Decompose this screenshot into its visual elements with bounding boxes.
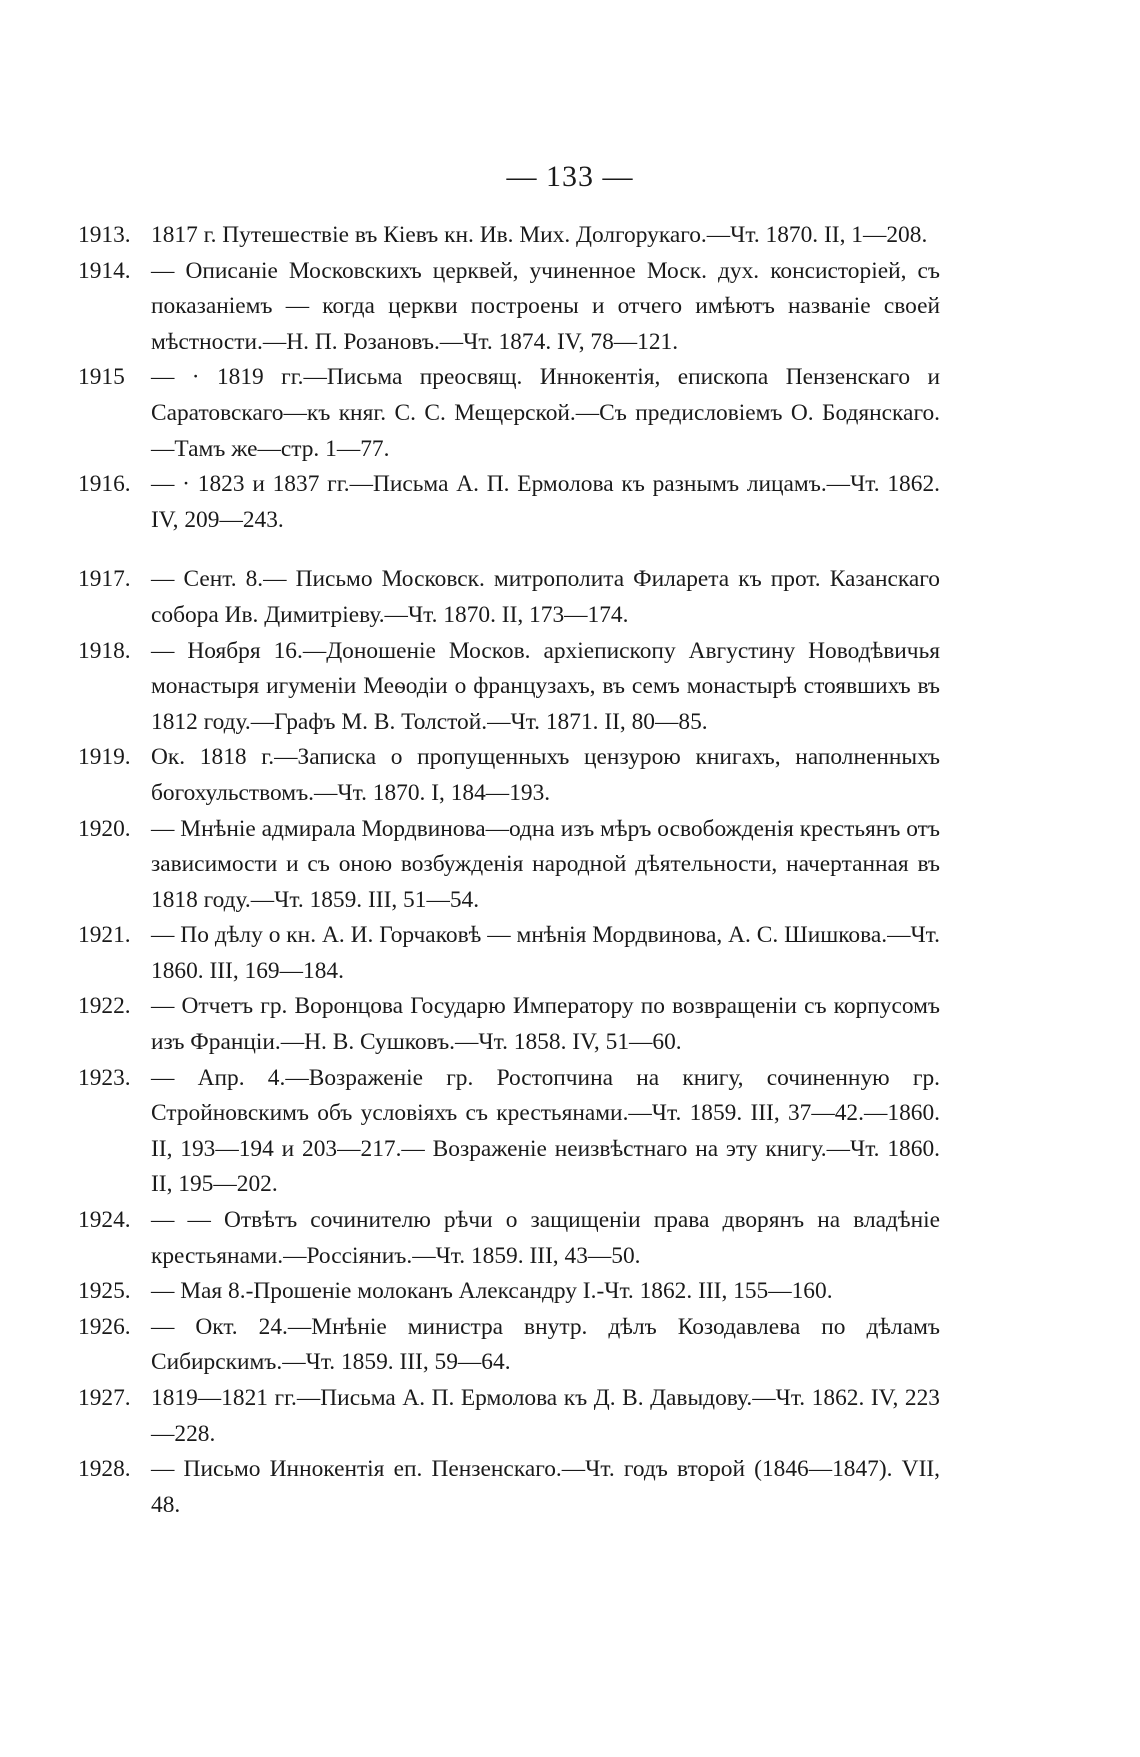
entry-number: 1923. <box>78 1064 131 1091</box>
entry-number: 1925. <box>78 1278 131 1305</box>
entry-text: — Мая 8.-Прошеніе молоканъ Александру I.-Чт. 1862. III, 155—160. <box>151 1278 833 1305</box>
entry-text: — Мнѣніе адмирала Мордвинова—одна изъ мѣръ освобожденія крестьянъ отъ зависимости и съ оною возбужденія народной дѣятельности, начертанная въ 1818 году.—Чт. 1859. III, 51—54. <box>151 815 940 913</box>
entry-1914 <box>78 254 940 361</box>
entry-1918 <box>78 634 940 741</box>
entry-1927 <box>78 1381 940 1452</box>
entry-text: — Окт. 24.—Мнѣніе министра внутр. дѣлъ Козодавлева по дѣламъ Сибирскимъ.—Чт. 1859. III, 59—64. <box>151 1313 940 1376</box>
entry-number: 1916. <box>78 471 131 498</box>
entry-number: 1926. <box>78 1313 131 1340</box>
entry-text: — · 1823 и 1837 гг.—Письма А. П. Ермолова къ разнымъ лицамъ.—Чт. 1862. IV, 209—243. <box>151 471 940 533</box>
entry-1922 <box>78 989 940 1060</box>
entry-1924 <box>78 1203 940 1274</box>
entry-text: — — Отвѣтъ сочинителю рѣчи о защищеніи права дворянъ на владѣніе крестьянами.—Россіяниъ.—Чт. 1859. III, 43—50. <box>151 1207 940 1269</box>
entry-number: 1915 <box>78 364 125 391</box>
entry-number: 1927. <box>78 1385 131 1411</box>
entry-number: 1921. <box>78 922 131 949</box>
entry-text: — Письмо Иннокентія еп. Пензенскаго.—Чт. годъ второй (1846—1847). VII, 48. <box>151 1456 940 1518</box>
entry-1920 <box>78 812 940 919</box>
entry-number: 1917. <box>78 566 131 593</box>
entry-1919 <box>78 740 940 811</box>
entry-text: — Ноября 16.—Доношеніе Москов. архіепископу Августину Новодѣвичья монастыря игуменіи Меѳодіи о французахъ, въ семъ монастырѣ стоявшихъ въ 1812 году.—Графъ М. В. Толстой.—Чт. 1871. II, 80—85. <box>151 637 940 735</box>
entry-text: 1819—1821 гг.—Письма А. П. Ермолова къ Д. В. Давыдову.—Чт. 1862. IV, 223—228. <box>151 1385 940 1447</box>
entry-1921 <box>78 918 940 989</box>
entry-text: — Отчетъ гр. Воронцова Государю Императору по возвращеніи съ корпусомъ изъ Франціи.—Н. В. Сушковъ.—Чт. 1858. IV, 51—60. <box>151 993 940 1056</box>
bibliography-entries <box>78 218 940 1523</box>
entry-1916 <box>78 467 940 538</box>
entry-text: — · 1819 гг.—Письма преосвящ. Иннокентія, епископа Пензенскаго и Саратовскаго—къ княг. С. С. Мещерской.—Съ предисловіемъ О. Бодянскаго.—Тамъ же—стр. 1—77. <box>151 364 940 462</box>
entry-number: 1913. <box>78 222 131 248</box>
entry-text: — По дѣлу о кн. А. И. Горчаковѣ — мнѣнія Мордвинова, А. С. Шишкова.—Чт. 1860. III, 169—184. <box>151 922 940 984</box>
entry-number: 1920. <box>78 815 131 842</box>
entry-1928 <box>78 1452 940 1523</box>
entry-number: 1918. <box>78 637 131 664</box>
entry-text: — Сент. 8.— Письмо Московск. митрополита Филарета къ прот. Казанскаго собора Ив. Димитріеву.—Чт. 1870. II, 173—174. <box>151 566 940 628</box>
entry-text: — Апр. 4.—Возраженіе гр. Ростопчина на книгу, сочиненную гр. Стройновскимъ объ условіяхъ съ крестьянами.—Чт. 1859. III, 37—42.—1860. II, 193—194 и 203—217.— Возраженіе неизвѣстнаго на эту книгу.—Чт. 1860. II, 195—202. <box>151 1064 940 1198</box>
entry-text: Ок. 1818 г.—Записка о пропущенныхъ цензурою книгахъ, наполненныхъ богохульствомъ.—Чт. 1870. I, 184—193. <box>151 744 940 806</box>
entry-number: 1928. <box>78 1456 131 1483</box>
entry-text: — Описаніе Московскихъ церквей, учиненное Моск. дух. консисторіей, съ показаніемъ — когда церкви построены и отчего имѣютъ названіе своей мѣстности.—Н. П. Розановъ.—Чт. 1874. IV, 78—121. <box>151 257 940 355</box>
entry-number: 1924. <box>78 1207 131 1234</box>
entry-1925 <box>78 1274 940 1310</box>
page-number: — 133 — <box>506 160 634 193</box>
entry-1915 <box>78 360 940 467</box>
entry-1926 <box>78 1310 940 1381</box>
entry-number: 1922. <box>78 993 131 1020</box>
entry-1913 <box>78 218 940 254</box>
entry-number: 1919. <box>78 744 131 771</box>
entry-number: 1914. <box>78 257 131 284</box>
entry-1923 <box>78 1061 940 1203</box>
entry-text: 1817 г. Путешествіе въ Кіевъ кн. Ив. Мих. Долгорукаго.—Чт. 1870. II, 1—208. <box>151 222 928 248</box>
entry-1917 <box>78 562 940 633</box>
